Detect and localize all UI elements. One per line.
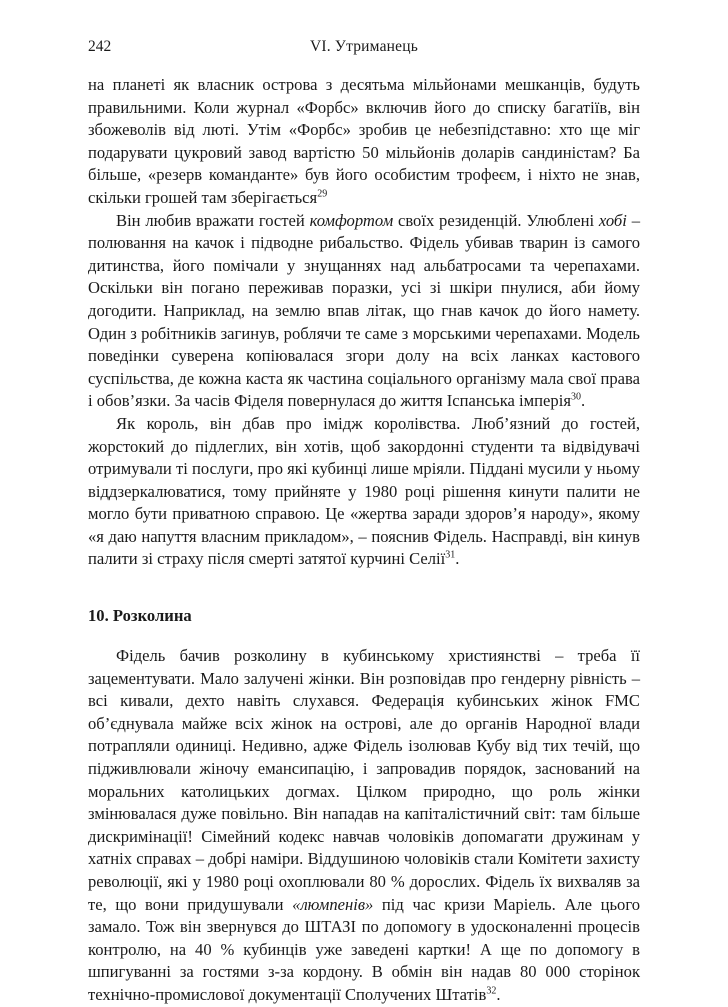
footnote-ref: 31 xyxy=(445,549,456,561)
text-run: . xyxy=(455,549,460,569)
chapter-title: VI. Утриманець xyxy=(309,38,418,55)
paragraph xyxy=(88,645,640,1007)
text-run: Фідель бачив розколину в кубинському християнстві – треба її зацементувати. Мало залучені жінки. Він розповідав про гендерну рівність – всі кивали, дехто навіть слухався. Федерація кубинських жінок FMC об’єднувала майже всіх жінок на острові, але до органів Народної влади потрапляли одиниці. Недивно, адже Фідель ізолював Кубу від тих течій, що підживлювали жіночу емансипацію, і запровадив порядок, заснований на моральних католицьких догмах. Цілком природно, що роль жінки змінювалася дуже повільно. Він нападав на капіталістичний світ: там більше дискримінації! Сімейний кодекс навчав чоловіків допомагати дружинам у хатніх справах – добрі наміри. Віддушиною чоловіків стали Комітети захисту революції, які у 1980 році охоплювали 80 % дорослих. Фідель їх вихваляв за те, що вони придушували xyxy=(88,646,640,914)
text-run: своїх резиденцій. Улюблені xyxy=(393,210,599,230)
running-head xyxy=(88,38,640,60)
text-run: Він любив вражати гостей xyxy=(116,210,310,230)
paragraph xyxy=(88,74,640,210)
text-run: . xyxy=(496,984,501,1004)
footnote-ref: 32 xyxy=(486,985,497,997)
italic-text: комфортом xyxy=(309,210,394,230)
page-number: 242 xyxy=(88,38,112,55)
text-run: під час кризи Маріель. Але цього замало. Тож він звернувся до ШТАЗІ по допомогу в удосконаленні процесів контролю, на 40 % кубинців уже заведені картки! А ще по допомогу в шпигуванні за гостями з-за кордону. В обмін він надав 80 000 сторінок технічно-промислової документації Сполучених Штатів xyxy=(88,894,641,1004)
body-text xyxy=(88,74,640,1007)
footnote-ref: 30 xyxy=(570,391,581,403)
paragraph xyxy=(88,210,640,413)
text-run: – полювання на качок і підводне рибальство. Фідель убивав тварин із самого дитинства, його помічали у знущаннях над альбатросами та черепахами. Оскільки він погано переживав поразки, усі зі шкіри пнулися, аби йому догодити. Наприклад, на землю впав літак, що гнав качок до його намету. Один з робітників загинув, роблячи те саме з морськими черепахами. Модель поведінки суверена копіювалася згори долу на всіх ланках кастового суспільства, де кожна каста як частина соціального організму мала свої права і обов’язки. За часів Фіделя повернулася до життя Іспанська імперія xyxy=(88,210,640,411)
italic-text: хобі xyxy=(598,210,627,230)
text-run: на планеті як власник острова з десятьма мільйонами мешканців, будуть правильними. Коли журнал «Форбс» включив його до списку багатіїв, він збожеволів від люті. Утім «Форбс» зробив це небезпідставно: хто ще міг подарувати цукровий завод вартістю 50 мільйонів доларів сандиністам? Ба більше, «резерв команданте» був його особистим трофеєм, і ніхто не знав, скільки грошей там зберігається xyxy=(88,75,640,207)
footnote-ref: 29 xyxy=(317,188,328,200)
text-run: Як король, він дбав про імідж королівства. Люб’язний до гостей, жорстокий до підлеглих, він хотів, щоб закордонні студенти та відвідувачі отримували ті послуги, про які кубинці лише мріяли. Піддані мусили у ньому віддзеркалюватися, тому прийняте у 1980 році рішення кинути палити не могло бути приватною справою. Це «жертва заради здоров’я народу», якому «я даю напуття власним прикладом», – пояснив Фідель. Насправді, він кинув палити зі страху після смерті затятої курчині Селії xyxy=(88,413,640,569)
book-page xyxy=(88,38,640,1007)
paragraph xyxy=(88,413,640,571)
text-run: . xyxy=(580,391,586,411)
italic-text: «люмпенів» xyxy=(292,894,374,914)
section-heading: 10. Розколина xyxy=(88,606,192,626)
